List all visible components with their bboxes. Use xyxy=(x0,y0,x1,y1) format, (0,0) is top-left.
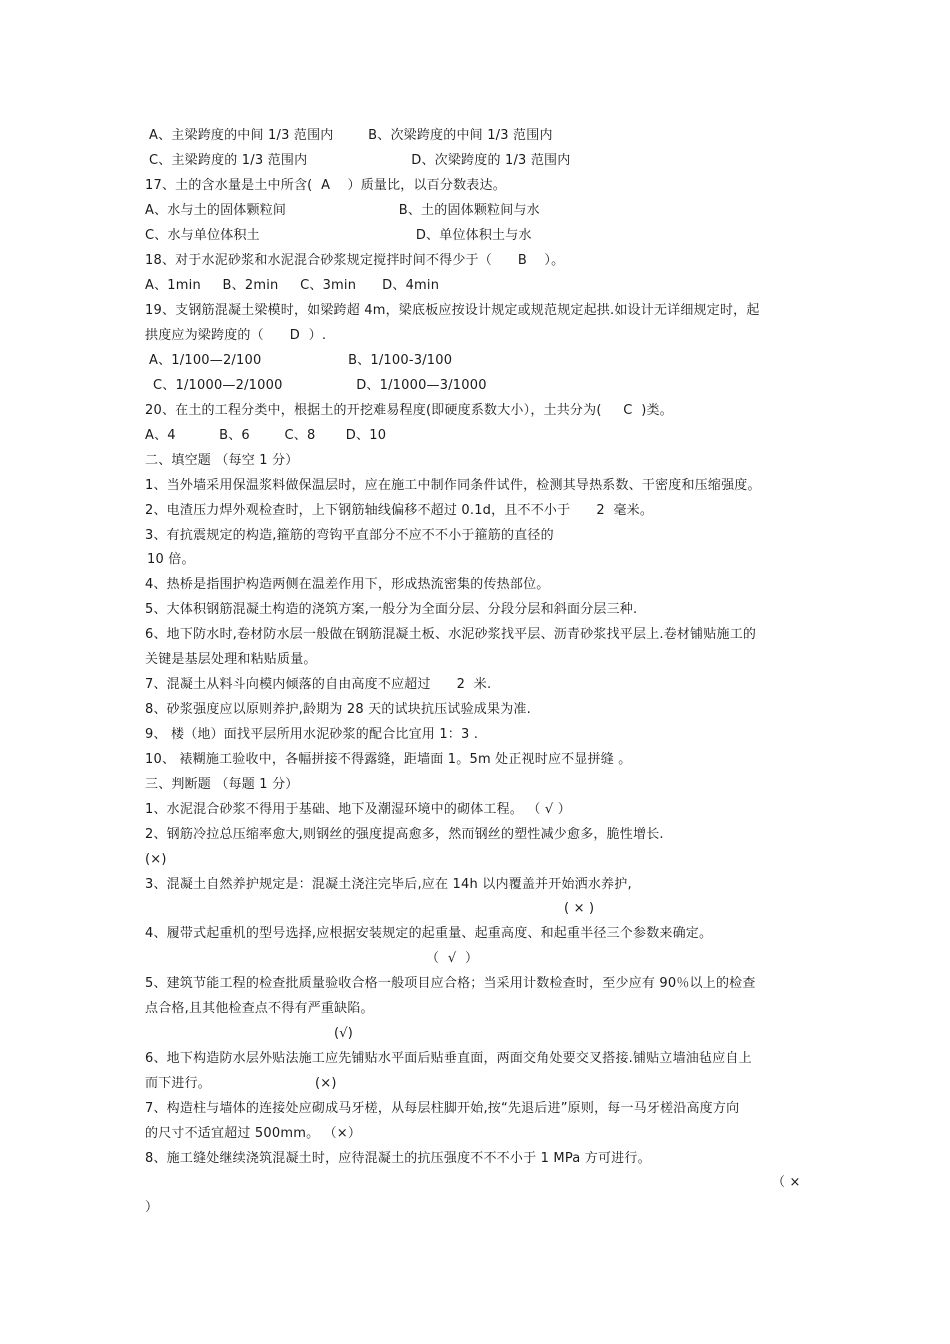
judge-item-6-cont: 而下进行。 (×) xyxy=(145,1076,337,1091)
judge-item-7-cont: 的尺寸不适宜超过 500mm。 （×） xyxy=(145,1126,362,1141)
fill-item-4: 4、热桥是指围护构造两侧在温差作用下，形成热流密集的传热部位。 xyxy=(145,577,550,592)
question-19: 19、支钢筋混凝土梁模时，如梁跨超 4m，梁底板应按设计规定或规范规定起拱.如设计无详细规定时，起 xyxy=(145,303,760,318)
option-line: A、1/100—2/100 B、1/100-3/100 xyxy=(149,353,453,368)
fill-item-2: 2、电渣压力焊外观检查时，上下钢筋轴线偏移不超过 0.1d，且不不小于 2 毫米。 xyxy=(145,503,654,518)
option-line: A、水与土的固体颗粒间 B、土的固体颗粒间与水 xyxy=(145,203,540,218)
fill-item-8: 8、砂浆强度应以原则养护,龄期为 28 天的试块抗压试验成果为准. xyxy=(145,702,531,717)
option-line: C、主梁跨度的 1/3 范围内 D、次梁跨度的 1/3 范围内 xyxy=(149,153,571,168)
question-17: 17、土的含水量是土中所含( A ）质量比，以百分数表达。 xyxy=(145,178,506,193)
judge-item-3: 3、混凝土自然养护规定是：混凝土浇注完毕后,应在 14h 以内覆盖并开始洒水养护, xyxy=(145,877,632,892)
judge-item-2-answer: (×) xyxy=(145,852,167,867)
fill-item-10: 10、 裱糊施工验收中，各幅拼接不得露缝，距墙面 1。5m 处正视时应不显拼缝 。 xyxy=(145,752,632,767)
section-heading-fill-blank: 二、填空题 （每空 1 分） xyxy=(145,453,299,468)
fill-item-6: 6、地下防水时,卷材防水层一般做在钢筋混凝土板、水泥砂浆找平层、沥青砂浆找平层上.卷材铺贴施工的 xyxy=(145,627,757,642)
question-18: 18、对于水泥砂浆和水泥混合砂浆规定搅拌时间不得少于（ B ）。 xyxy=(145,253,565,268)
judge-item-4-answer: （ √ ） xyxy=(426,951,479,966)
judge-item-7: 7、构造柱与墙体的连接处应砌成马牙槎，从每层柱脚开始,按“先退后进”原则，每一马牙槎沿高度方向 xyxy=(145,1101,740,1116)
option-line: C、水与单位体积土 D、单位体积土与水 xyxy=(145,228,532,243)
option-line: A、4 B、6 C、8 D、10 xyxy=(145,428,387,443)
fill-item-1: 1、当外墙采用保温浆料做保温层时，应在施工中制作同条件试件，检测其导热系数、干密度和压缩强度。 xyxy=(145,478,761,493)
question-20: 20、在土的工程分类中，根据土的开挖难易程度(即硬度系数大小），土共分为( C )类。 xyxy=(145,403,673,418)
fill-item-6-cont: 关键是基层处理和粘贴质量。 xyxy=(145,652,317,667)
judge-item-5: 5、建筑节能工程的检查批质量验收合格一般项目应合格；当采用计数检查时，至少应有 90％以上的检查 xyxy=(145,976,756,991)
fill-item-3: 3、有抗震规定的构造,箍筋的弯钩平直部分不应不不小于箍筋的直径的 xyxy=(145,528,554,543)
option-line: A、主梁跨度的中间 1/3 范围内 B、次梁跨度的中间 1/3 范围内 xyxy=(149,128,553,143)
fill-item-7: 7、混凝土从料斗向模内倾落的自由高度不应超过 2 米. xyxy=(145,677,492,692)
judge-item-8: 8、施工缝处继续浇筑混凝土时，应待混凝土的抗压强度不不不小于 1 MPa 方可进行。 xyxy=(145,1151,651,1166)
judge-item-2: 2、钢筋冷拉总压缩率愈大,则钢丝的强度提高愈多，然而钢丝的塑性减少愈多，脆性增长. xyxy=(145,827,664,842)
fill-item-5: 5、大体积钢筋混凝土构造的浇筑方案,一般分为全面分层、分段分层和斜面分层三种. xyxy=(145,602,638,617)
judge-item-5-answer: (√) xyxy=(334,1026,354,1041)
judge-item-1: 1、水泥混合砂浆不得用于基础、地下及潮湿环境中的砌体工程。 （ √ ） xyxy=(145,802,571,817)
judge-item-8-answer-close: ） xyxy=(145,1200,159,1215)
option-line: A、1min B、2min C、3min D、4min xyxy=(145,278,440,293)
judge-item-8-answer: （ × xyxy=(772,1175,801,1190)
judge-item-3-answer: ( × ) xyxy=(564,901,595,916)
question-19-cont: 拱度应为梁跨度的（ D ）. xyxy=(145,328,327,343)
section-heading-true-false: 三、判断题 （每题 1 分） xyxy=(145,777,299,792)
judge-item-6: 6、地下构造防水层外贴法施工应先铺贴水平面后贴垂直面，两面交角处要交叉搭接.铺贴立墙油毡应自上 xyxy=(145,1051,752,1066)
fill-item-9: 9、 楼（地）面找平层所用水泥砂浆的配合比宜用 1：3 . xyxy=(145,727,479,742)
judge-item-5-cont: 点合格,且其他检查点不得有严重缺陷。 xyxy=(145,1001,374,1016)
option-line: C、1/1000—2/1000 D、1/1000—3/1000 xyxy=(153,378,487,393)
judge-item-4: 4、履带式起重机的型号选择,应根据安装规定的起重量、起重高度、和起重半径三个参数来确定。 xyxy=(145,926,713,941)
fill-item-3-cont: 10 倍。 xyxy=(147,552,195,567)
